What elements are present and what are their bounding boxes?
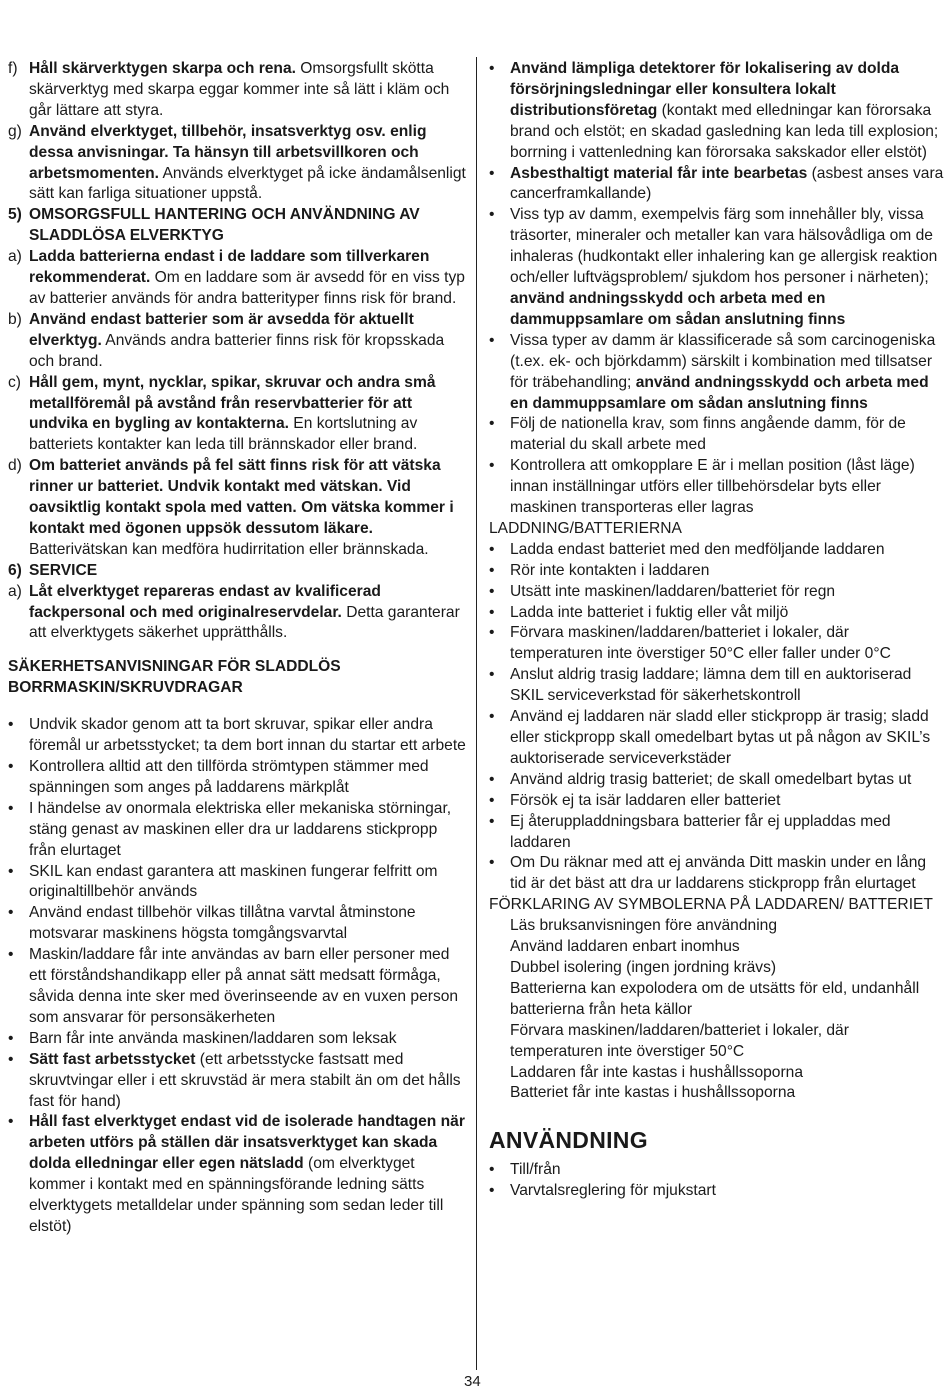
symbol-item: Förvara maskinen/laddaren/batteriet i lokaler, där temperaturen inte överstiger 50°C	[510, 1021, 849, 1060]
bullet-marker: •	[489, 164, 495, 182]
bullet-marker: •	[8, 862, 14, 880]
bullet-marker: •	[8, 1029, 14, 1047]
bullet-marker: •	[489, 854, 495, 872]
charging-item: • Använd ej laddaren när sladd eller stickpropp är trasig; sladd eller stickpropp skall omedelbart bytas ut på någon av SKIL’s auktoriserade serviceverkstäder	[489, 707, 945, 770]
bullet-marker: •	[8, 1050, 14, 1068]
safety-bullet: • I händelse av onormala elektriska eller mekaniska störningar, stäng genast av maskinen eller dra ur laddarens stickpropp från elurtaget	[8, 799, 466, 862]
charging-list	[489, 540, 945, 895]
symbol-item: Batterierna kan expolodera om de utsätts för eld, undanhåll batterierna från heta källor	[510, 979, 920, 1018]
bullet-marker: •	[489, 60, 495, 77]
symbol-item: Dubbel isolering (ingen jordning krävs)	[510, 958, 777, 976]
safety-bullet: • Vissa typer av damm är klassificerade så som carcinogeniska (t.ex. ek- och björkdamm) särskilt i kombination med tillsatser för träbehandling; använd andningsskydd och arbeta med en dammuppsamlare om sådan anslutning finns	[489, 331, 945, 415]
bullet-marker: •	[489, 206, 495, 224]
left-column	[8, 59, 466, 1238]
safety-bullet: • Kontrollera att omkopplare E är i mellan position (låst läge) innan inställningar utförs eller tillbehörsdelar byts eller maskinen transporteras eller lagras	[489, 456, 945, 519]
safety-bullet: • Använd endast tillbehör vilkas tillåtna varvtal åtminstone motsvarar maskinens högsta tomgångsvarvtal	[8, 903, 466, 945]
symbol-item: Läs bruksanvisningen före användning	[510, 917, 778, 935]
symbols-heading: FÖRKLARING AV SYMBOLERNA PÅ LADDAREN/ BATTERIET	[489, 896, 933, 914]
safety-bullet: • Asbesthaltigt material får inte bearbetas (asbest anses vara cancerframkallande)	[489, 164, 945, 206]
bullet-marker: •	[489, 603, 495, 621]
safety-heading: SÄKERHETSANVISNINGAR FÖR SLADDLÖS BORRMASKIN/SKRUVDRAGAR	[8, 658, 341, 697]
charging-item: • Utsätt inte maskinen/laddaren/batteriet för regn	[489, 582, 945, 603]
charging-item: • Ladda inte batteriet i fuktig eller våt miljö	[489, 603, 945, 624]
usage-heading: ANVÄNDNING	[489, 1127, 648, 1154]
safety-bullet-list-cont	[489, 59, 945, 519]
symbols-list	[489, 916, 945, 1104]
safety-bullet: • Håll fast elverktyget endast vid de isolerade handtagen när arbeten utförs på ställen där insatsverktyget kan skada dolda elledningar eller egen nätsladd (om elverktyget kommer i kontakt med en spänningsförande ledning sätts elverktygets metalldelar under spänning som sedan leder till elstöt)	[8, 1112, 466, 1237]
bullet-marker: •	[489, 1182, 495, 1200]
safety-bullet: • Använd lämpliga detektorer för lokalisering av dolda försörjningsledningar eller konsultera lokalt distributionsföretag (kontakt med elledningar kan förorsaka brand och elstöt; en skadad gasledning kan leda till explosion; borrning i vattenledning kan förorsaka sakskador eller elstöt)	[489, 59, 945, 164]
bullet-marker: •	[489, 624, 495, 642]
bullet-marker: •	[8, 758, 14, 775]
bullet-marker: •	[489, 812, 495, 830]
bullet-marker: •	[489, 666, 495, 684]
safety-bullet: • Viss typ av damm, exempelvis färg som innehåller bly, vissa träsorter, mineraler och metaller kan vara hälsovådliga om de inhaleras (hudkontakt eller inhalering kan ge allergisk reaktion och/eller luftvägsproblem/ sjukdom hos personer i närheten); använd andningsskydd och arbeta med en dammuppsamlare om sådan anslutning finns	[489, 205, 945, 330]
safety-bullet: • Undvik skador genom att ta bort skruvar, spikar eller andra föremål ur arbetsstycket; ta dem bort innan du startar ett arbete	[8, 715, 466, 757]
bullet-marker: •	[8, 946, 14, 964]
bullet-marker: •	[8, 1113, 14, 1131]
rule-5a: a) Ladda batterierna endast i de laddare som tillverkaren rekommenderat. Om en laddare som är avsedd för en viss typ av batterier används för andra batterityper finns risk för brand.	[8, 248, 465, 307]
charging-item: • Ladda endast batteriet med den medföljande laddaren	[489, 540, 945, 561]
charging-item: • Anslut aldrig trasig laddare; lämna dem till en auktoriserad SKIL serviceverkstad för säkerhetskontroll	[489, 665, 945, 707]
safety-bullet: • Följ de nationella krav, som finns angående damm, för de material du skall arbete med	[489, 414, 945, 456]
bullet-marker: •	[489, 770, 495, 788]
safety-bullet: • Kontrollera alltid att den tillförda strömtypen stämmer med spänningen som anges på laddarens märkplåt	[8, 757, 466, 799]
usage-list	[489, 1160, 945, 1202]
rule-g: g) Använd elverktyget, tillbehör, insatsverktyg osv. enlig dessa anvisningar. Ta hänsyn till arbetsvillkoren och arbetsmomenten. Används elverktyget på icke ändamålsenligt sätt kan farliga situationer uppstå.	[8, 122, 466, 203]
charging-heading: LADDNING/BATTERIERNA	[489, 519, 682, 537]
bullet-marker: •	[489, 1161, 495, 1179]
symbol-item: Batteriet får inte kastas i hushållssoporna	[510, 1084, 796, 1102]
symbol-item: Laddaren får inte kastas i hushållssoporna	[510, 1063, 803, 1081]
rule-5d: d) Om batteriet används på fel sätt finns risk för att vätska rinner ur batteriet. Undvik kontakt med vätskan. Vid oavsiktlig kontakt spola med vatten. Om vätska kommer i kontakt med ögonen uppsök dessutom läkare. Batterivätskan kan medföra hudirritation eller brännskada.	[8, 457, 454, 558]
charging-item: • Använd aldrig trasig batteriet; de skall omedelbart bytas ut	[489, 770, 945, 791]
bullet-marker: •	[489, 708, 495, 726]
bullet-marker: •	[489, 582, 495, 600]
safety-bullet-list	[8, 715, 466, 1238]
bullet-marker: •	[489, 791, 495, 809]
right-column	[489, 59, 945, 1202]
usage-item: • Varvtalsreglering för mjukstart	[489, 1181, 945, 1202]
bullet-marker: •	[8, 716, 14, 734]
symbol-item: Använd laddaren enbart inomhus	[510, 938, 740, 956]
section-5-heading: 5) OMSORGSFULL HANTERING OCH ANVÄNDNING AV SLADDLÖSA ELVERKTYG	[8, 206, 420, 245]
charging-item: • Försök ej ta isär laddaren eller batteriet	[489, 791, 945, 812]
rule-6a: a) Låt elverktyget repareras endast av kvalificerad fackpersonal och med originalreservdelar. Detta garanterar att elverktygets säkerhet upprätthålls.	[8, 582, 460, 642]
charging-item: • Om Du räknar med att ej använda Ditt maskin under en lång tid är det bäst att dra ur laddarens stickpropp från elurtaget	[489, 853, 945, 895]
page-number: 34	[464, 1373, 481, 1390]
charging-item: • Rör inte kontakten i laddaren	[489, 561, 945, 582]
charging-item: • Förvara maskinen/laddaren/batteriet i lokaler, där temperaturen inte överstiger 50°C eller faller under 0°C	[489, 623, 945, 665]
rule-f: f) Håll skärverktygen skarpa och rena. Omsorgsfullt skötta skärverktyg med skarpa eggar kommer inte så lätt i kläm och går lättare att styra.	[8, 60, 450, 119]
bullet-marker: •	[489, 561, 495, 579]
bullet-marker: •	[8, 904, 14, 922]
column-divider	[476, 57, 477, 1370]
rule-5b: b) Använd endast batterier som är avsedda för aktuellt elverktyg. Används andra batterier finns risk för kropsskada och brand.	[8, 310, 445, 370]
usage-item: • Till/från	[489, 1160, 945, 1181]
safety-bullet: • Barn får inte använda maskinen/laddaren som leksak	[8, 1029, 466, 1050]
section-6-heading: 6) SERVICE	[8, 561, 98, 579]
rule-5c: c) Håll gem, mynt, nycklar, spikar, skruvar och andra små metallföremål på avstånd från reservbatterier för att undvika en bygling av kontakterna. En kortslutning av batteriets kontakter kan leda till brännskador eller brand.	[8, 373, 436, 454]
bullet-marker: •	[489, 331, 495, 349]
bullet-marker: •	[489, 457, 495, 475]
bullet-marker: •	[489, 540, 495, 558]
bullet-marker: •	[489, 415, 495, 433]
bullet-marker: •	[8, 799, 14, 817]
charging-item: • Ej återuppladdningsbara batterier får ej uppladdas med laddaren	[489, 812, 945, 854]
safety-bullet: • Sätt fast arbetsstycket (ett arbetsstycke fastsatt med skruvtvingar eller i ett skruvstäd är mera stabilt än om det hålls fast för hand)	[8, 1050, 466, 1113]
safety-bullet: • Maskin/laddare får inte användas av barn eller personer med ett förståndshandikapp eller på annat sätt medsatt förmåga, såvida denna inte sker med överinseende av en vuxen person som ansvarar för personsäkerheten	[8, 945, 466, 1029]
safety-bullet: • SKIL kan endast garantera att maskinen fungerar felfritt om originaltillbehör används	[8, 862, 466, 904]
